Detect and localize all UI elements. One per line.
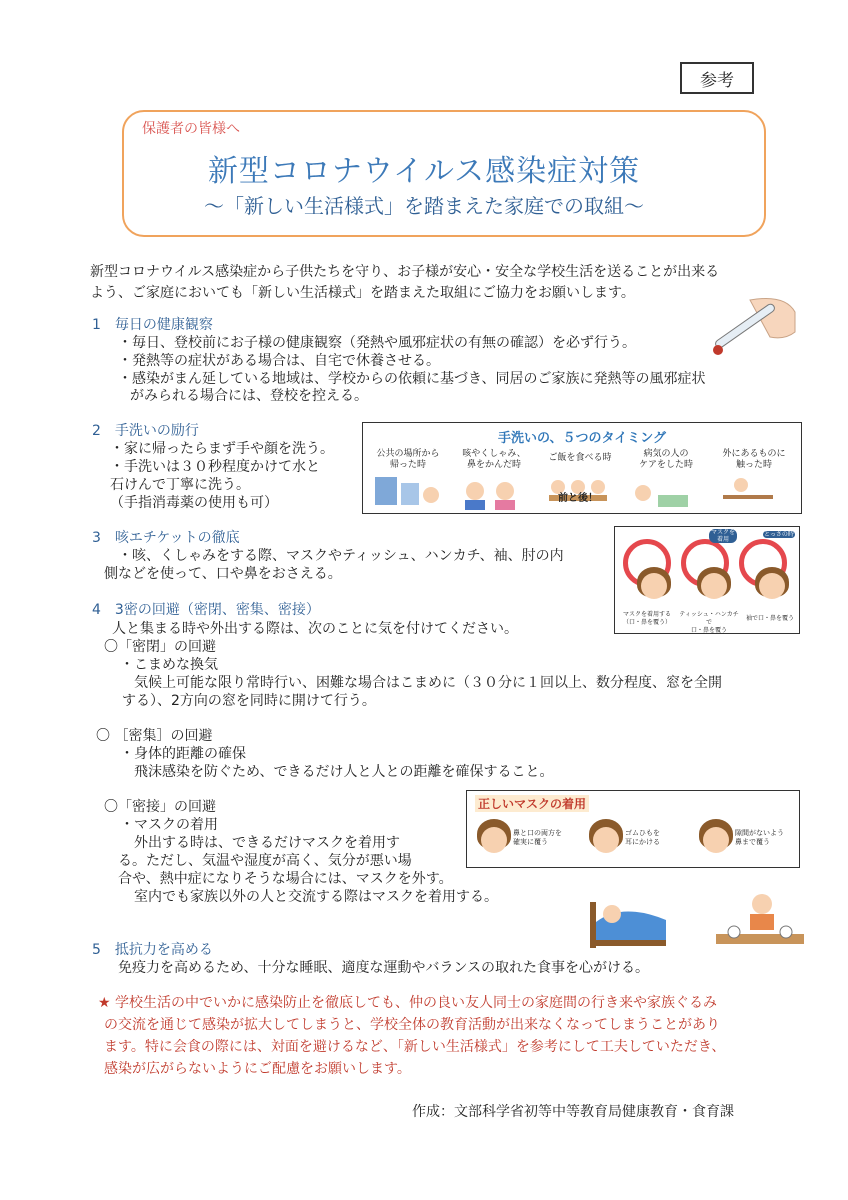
girl-icon — [481, 827, 507, 853]
timing-label: 病気の人の ケアをした時 — [638, 449, 693, 470]
intro-line: よう、ご家庭においても「新しい生活様式」を踏まえた取組にご協力をお願いします。 — [90, 285, 635, 301]
intro-line: 新型コロナウイルス感染症から子供たちを守り、お子様が安心・安全な学校生活を送ることが出来る — [90, 264, 720, 280]
notice-line: 感染が広がらないようにご配慮をお願いします。 — [104, 1061, 411, 1077]
section-3-line: ・咳、くしゃみをする際、マスクやティッシュ、ハンカチ、袖、肘の内 — [118, 548, 564, 564]
cough-caption: マスクを着用する （口・鼻を覆う） — [622, 611, 671, 626]
timing-label: ご飯を食べる時 — [548, 453, 612, 463]
cough-caption: ティッシュ・ハンカチで 口・鼻を覆う — [679, 611, 739, 634]
crowded-title: 〇 ［密集］の回避 — [96, 728, 213, 744]
closed-space-line: する）、2方向の窓を同時に開けて行う。 — [122, 693, 376, 709]
thermometer-icon — [690, 292, 800, 372]
page-subtitle: 〜「新しい生活様式」を踏まえた家庭での取組〜 — [204, 194, 644, 218]
closed-space-line: 気候上可能な限り常時行い、困難な場合はこまめに（３０分に１回以上、数分程度、窓を全開 — [134, 675, 722, 691]
section-1-line: ・毎日、登校前にお子様の健康観察（発熱や風邪症状の有無の確認）を必ず行う。 — [118, 335, 636, 351]
close-contact-line: 外出する時は、できるだけマスクを着用す — [134, 835, 400, 851]
crowded-line: 飛沫感染を防ぐため、できるだけ人と人との距離を確保すること。 — [134, 764, 554, 780]
close-contact-title: 〇「密接」の回避 — [104, 799, 216, 815]
mask-step: 隙間がないよう 鼻まで覆う — [735, 829, 784, 846]
section-2-line: ・家に帰ったらまず手や顔を洗う。 — [110, 441, 334, 457]
section-5-heading: 5 抵抗力を高める — [92, 942, 213, 958]
cough-etiquette-card — [614, 526, 800, 634]
before-after-label: 前と後！ — [558, 493, 598, 504]
handwash-timing-card — [362, 422, 802, 514]
author-credit: 作成：文部科学省初等中等教育局健康教育・食育課 — [412, 1104, 734, 1120]
page-title: 新型コロナウイルス感染症対策 — [207, 154, 641, 189]
notice-line: ます。特に会食の際には、対面を避けるなど、「新しい生活様式」を参考にして工夫していただき、 — [104, 1039, 726, 1055]
section-2-line: 石けんで丁寧に洗う。 — [110, 477, 250, 493]
close-contact-line: る。ただし、気温や湿度が高く、気分が悪い場 — [118, 853, 412, 869]
notice-line: ★ 学校生活の中でいかに感染防止を徹底しても、仲の良い友人同士の家庭間の行き来や家族ぐるみ — [98, 995, 717, 1011]
close-contact-line: 合や、熱中症になりそうな場合には、マスクを外す。 — [118, 871, 453, 887]
timing-label: 咳やくしゃみ、 鼻をかんだ時 — [462, 449, 526, 470]
mask-step: ゴムひもを 耳にかける — [625, 829, 660, 846]
crowded-sub: ・身体的距離の確保 — [120, 746, 246, 762]
cough-bubble: マスクを 着用 — [710, 529, 735, 543]
section-1-line: がみられる場合には、登校を控える。 — [130, 388, 368, 404]
closed-space-title: 〇「密閉」の回避 — [104, 639, 216, 655]
closed-space-sub: ・こまめな換気 — [120, 657, 218, 673]
mask-card-title: 正しいマスクの着用 — [475, 795, 589, 812]
section-1-line: ・感染がまん延している地域は、学校からの依頼に基づき、同居のご家族に発熱等の風邪症状 — [118, 371, 706, 387]
section-1-heading: 1 毎日の健康観察 — [92, 317, 213, 333]
girl-icon — [641, 573, 667, 599]
section-1-line: ・発熱等の症状がある場合は、自宅で休養させる。 — [118, 353, 440, 369]
close-contact-sub: ・マスクの着用 — [120, 817, 218, 833]
section-3-heading: 3 咳エチケットの徹底 — [92, 530, 240, 546]
girl-icon — [759, 573, 785, 599]
correct-mask-card — [466, 790, 800, 868]
section-2-line: （手指消毒薬の使用も可） — [110, 495, 278, 511]
cough-bubble: とっさの時 — [764, 531, 794, 538]
to-parents-label: 保護者の皆様へ — [142, 121, 240, 137]
section-5-line: 免疫力を高めるため、十分な睡眠、適度な運動やバランスの取れた食事を心がける。 — [118, 960, 650, 976]
section-2-line: ・手洗いは３０秒程度かけて水と — [110, 459, 320, 475]
handwash-card-title: 手洗いの、５つのタイミング — [498, 431, 666, 446]
section-3-line: 側などを使って、口や鼻をおさえる。 — [104, 566, 342, 582]
timing-label: 公共の場所から 帰った時 — [376, 449, 440, 470]
section-2-heading: 2 手洗いの励行 — [92, 423, 199, 439]
mask-step: 鼻と口の両方を 確実に覆う — [513, 829, 562, 846]
girl-icon — [701, 573, 727, 599]
girl-icon — [703, 827, 729, 853]
notice-line: の交流を通じて感染が拡大してしまうと、学校全体の教育活動が出来なくなってしまうことがあり — [104, 1017, 720, 1033]
timing-label: 外にあるものに 触った時 — [722, 449, 786, 470]
girl-icon — [593, 827, 619, 853]
meal-icon — [712, 890, 808, 952]
reference-tag: 参考 — [680, 62, 754, 94]
cough-caption: 袖で口・鼻を覆う — [745, 615, 794, 622]
section-4-lead: 人と集まる時や外出する際は、次のことに気を付けてください。 — [112, 621, 518, 637]
close-contact-line: 室内でも家族以外の人と交流する際はマスクを着用する。 — [134, 889, 498, 905]
section-4-heading: 4 3密の回避（密閉、密集、密接） — [92, 602, 320, 618]
bed-icon — [582, 882, 672, 954]
